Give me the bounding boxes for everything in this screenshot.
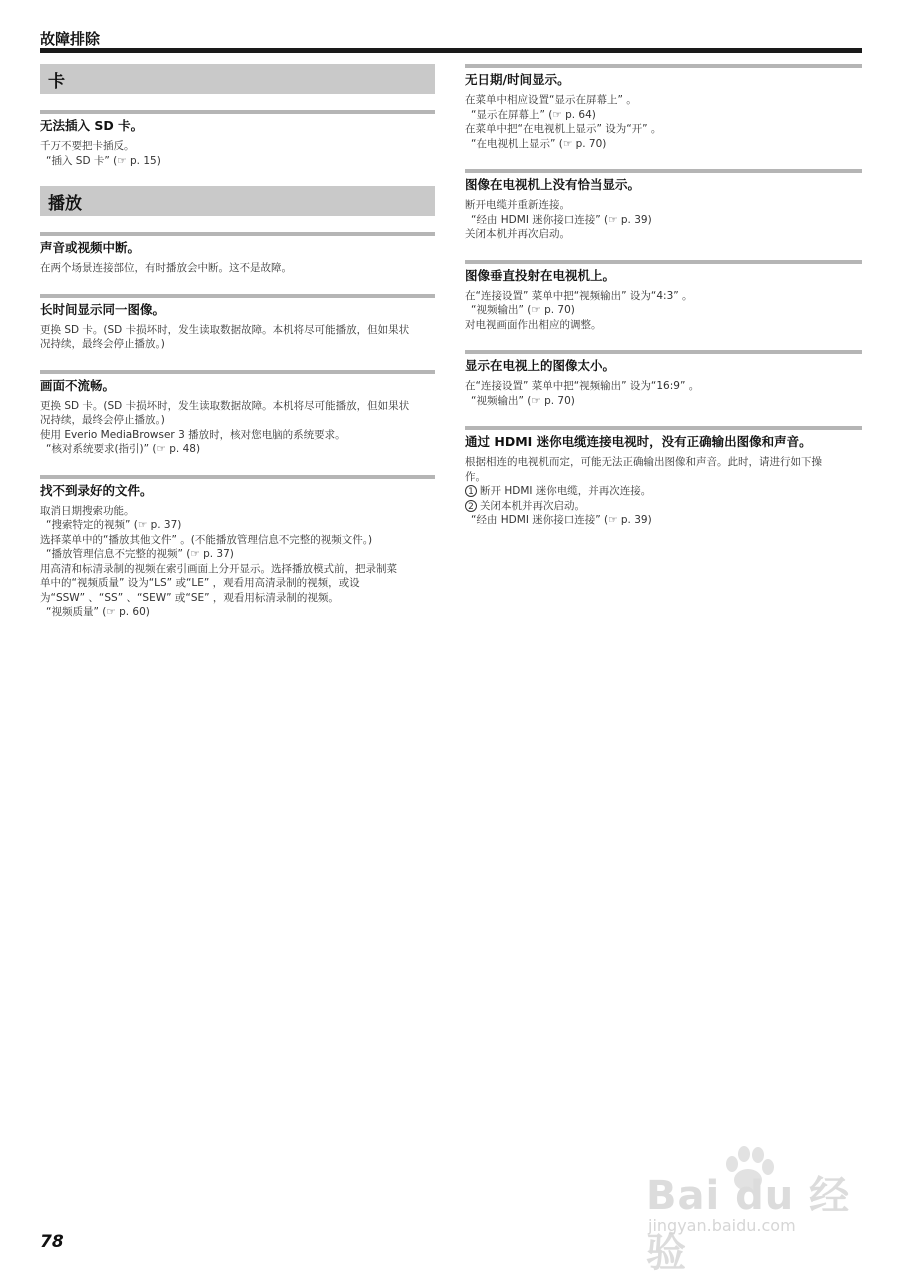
entry-text: 选择菜单中的“播放其他文件” 。(不能播放管理信息不完整的视频文件。) [40,533,373,546]
entry-audio-video-interrupt [40,232,435,276]
entry-text: 千万不要把卡插反。 [40,140,135,152]
entry-title: 画面不流畅。 [40,377,116,393]
step-item [465,499,862,514]
entry-title: 声音或视频中断。 [40,240,141,255]
step-item [465,484,862,499]
entry-text: 在两个场景连接部位，有时播放会中断。这不是故障。 [40,262,292,274]
reference-link[interactable]: “在电视机上显示” (☞ p. 70) [471,137,607,150]
page-number: 78 [40,1232,64,1252]
entry-text: 断开电缆并重新连接。 [465,199,570,211]
reference-link[interactable]: “播放管理信息不完整的视频” (☞ p. 37) [46,548,234,560]
entry-text: 为“SSW” 、“SS” 、“SEW” 或“SE” ，观看用标清录制的视频。 [40,591,339,604]
entry-title: 通过 HDMI 迷你电缆连接电视时，没有正确输出图像和声音。 [465,434,812,449]
entry-image-too-small [465,350,862,408]
entry-text: 更换 SD 卡。(SD 卡损坏时，发生读取数据故障。本机将尽可能播放，但如果状 [40,323,410,336]
entry-text: 对电视画面作出相应的调整。 [465,318,602,331]
watermark-logo [640,1140,870,1276]
entry-text: 作。 [465,470,486,483]
entry-hdmi-no-output [465,426,862,528]
reference-link[interactable]: “插入 SD 卡” (☞ p. 15) [46,154,161,167]
reference-link[interactable]: “视频质量” (☞ p. 60) [46,606,150,618]
entry-text: 单中的“视频质量” 设为“LS” 或“LE” ，观看用高清录制的视频，或设 [40,577,360,589]
watermark-brand: Bai du 经验 [646,1173,851,1276]
step-text: 关闭本机并再次启动。 [480,499,585,512]
entry-text: 况持续，最终会停止播放。) [40,338,165,350]
category-header-playback: 播放 [40,186,435,216]
header-rule [40,48,862,53]
step-number-badge: 2 [465,500,477,512]
entry-text: 在“连接设置” 菜单中把“视频输出” 设为“16:9” 。 [465,380,700,392]
entry-text: 使用 Everio MediaBrowser 3 播放时，核对您电脑的系统要求。 [40,428,346,441]
watermark-url: jingyan.baidu.com [648,1216,796,1235]
entry-same-image [40,294,435,352]
entry-title: 显示在电视上的图像太小。 [465,358,616,373]
entry-title: 长时间显示同一图像。 [40,301,166,317]
step-text: 断开 HDMI 迷你电缆，并再次连接。 [480,485,652,497]
entry-title: 无法插入 SD 卡。 [40,118,144,133]
page-header-title: 故障排除 [40,30,101,48]
entry-not-smooth [40,370,435,457]
reference-link[interactable]: “经由 HDMI 迷你接口连接” (☞ p. 39) [471,514,652,526]
reference-link[interactable]: “显示在屏幕上” (☞ p. 64) [471,108,596,121]
left-column [40,64,435,638]
entry-text: 根据相连的电视机而定，可能无法正确输出图像和声音。此时，请进行如下操 [465,456,822,468]
step-number-badge: 1 [465,485,477,497]
entry-text: 更换 SD 卡。(SD 卡损坏时，发生读取数据故障。本机将尽可能播放，但如果状 [40,399,410,412]
entry-text: 在菜单中相应设置“显示在屏幕上” 。 [465,94,637,106]
reference-link[interactable]: “搜索特定的视频” (☞ p. 37) [46,519,182,531]
entry-title: 无日期/时间显示。 [465,72,570,87]
entry-text: 况持续，最终会停止播放。) [40,414,165,426]
entry-text: 用高清和标清录制的视频在索引画面上分开显示。选择播放模式前，把录制菜 [40,562,397,575]
entry-text: 取消日期搜索功能。 [40,504,135,517]
entry-vertical-projection [465,260,862,333]
category-header-card: 卡 [40,64,435,94]
entry-text: 关闭本机并再次启动。 [465,228,570,240]
entry-file-not-found [40,475,435,620]
entry-tv-improper-display [465,169,862,242]
reference-link[interactable]: “经由 HDMI 迷你接口连接” (☞ p. 39) [471,213,652,226]
entry-title: 图像垂直投射在电视机上。 [465,267,616,283]
entry-title: 图像在电视机上没有恰当显示。 [465,177,641,192]
reference-link[interactable]: “视频输出” (☞ p. 70) [471,394,575,407]
right-column [465,64,862,546]
entry-text: 在菜单中把“在电视机上显示” 设为“开” 。 [465,123,662,135]
entry-title: 找不到录好的文件。 [40,482,153,498]
entry-cannot-insert-sd [40,110,435,168]
entry-no-date-time [465,64,862,151]
entry-text: 在“连接设置” 菜单中把“视频输出” 设为“4:3” 。 [465,289,693,302]
reference-link[interactable]: “核对系统要求(指引)” (☞ p. 48) [46,443,201,455]
reference-link[interactable]: “视频输出” (☞ p. 70) [471,304,575,316]
